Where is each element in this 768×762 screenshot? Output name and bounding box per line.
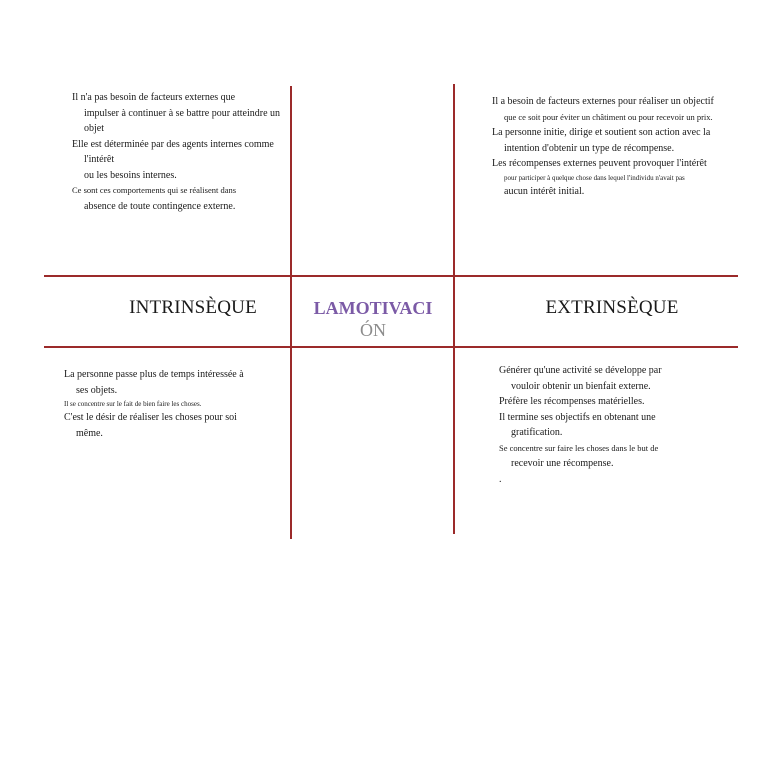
list-item: Elle est déterminée par des agents internes comme l'intérêt ou les besoins internes. <box>72 138 274 181</box>
horizontal-divider-bottom <box>44 346 738 348</box>
list-item: La personne initie, dirige et soutient son action avec la intention d'obtenir un type de récompense. <box>492 127 711 154</box>
intrinsic-heading: INTRINSÈQUE <box>129 297 257 318</box>
list-item: Se concentre sur faire les choses dans le but de recevoir une récompense. <box>499 442 659 469</box>
list-item: Il n'a pas besoin de facteurs externes que impulser à continuer à se battre pour atteindre un objet <box>72 92 281 134</box>
horizontal-divider-top <box>44 275 738 277</box>
list-item: Il se concentre sur le fait de bien faire les choses. <box>64 400 202 408</box>
vertical-divider-right <box>453 84 455 534</box>
intrinsic-characteristics <box>52 367 284 441</box>
center-title-line1: LAMOTIVACI <box>313 298 433 318</box>
extrinsic-heading: EXTRINSÈQUE <box>545 297 679 318</box>
list-item: La personne passe plus de temps intéressée à ses objets. <box>64 369 244 396</box>
extrinsic-description <box>480 94 750 199</box>
list-item: Il a besoin de facteurs externes pour réaliser un objectif que ce soit pour éviter un châtiment ou pour recevoir un prix. <box>492 96 714 122</box>
list-item: Ce sont ces comportements qui se réalisent dans absence de toute contingence externe. <box>72 185 237 212</box>
list-item: Préfère les récompenses matérielles. <box>499 396 645 407</box>
list-item: Générer qu'une activité se développe par vouloir obtenir un bienfait externe. <box>499 365 662 392</box>
trailing-mark: . <box>499 473 502 485</box>
center-title <box>308 297 438 341</box>
list-item: Les récompenses externes peuvent provoquer l'intérêt pour participer à quelque chose dans lequel l'individu n'avait pas aucun intérêt initial. <box>492 158 707 197</box>
intrinsic-description <box>60 90 292 214</box>
list-item: C'est le désir de réaliser les choses pour soi même. <box>64 412 237 439</box>
extrinsic-characteristics <box>487 363 727 487</box>
list-item: Il termine ses objectifs en obtenant une gratification. <box>499 411 656 438</box>
center-title-line2: ÓN <box>360 320 386 340</box>
